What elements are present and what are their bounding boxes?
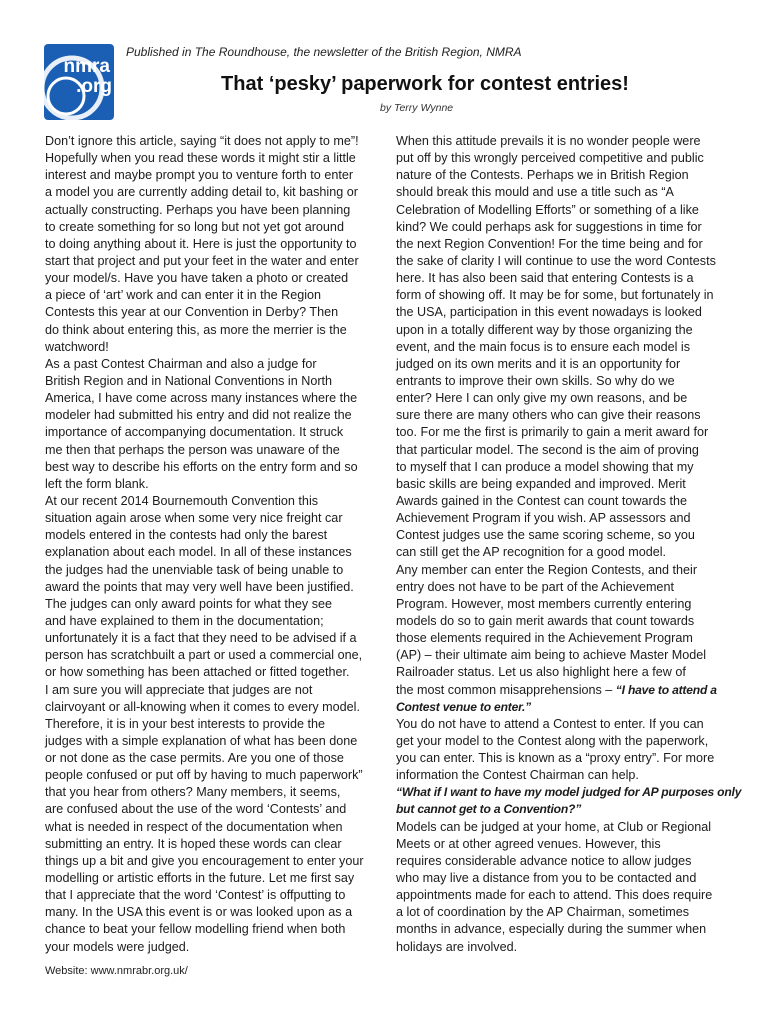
question-emphasis: but cannot get to a Convention?”: [396, 802, 582, 817]
text-line: modelling or artistic efforts in the future. Let me first say: [45, 871, 355, 886]
text-line: that you hear from others? Many members, it seems,: [45, 785, 341, 800]
text-line: award the points that may very well have been justified.: [45, 579, 354, 594]
text-line: are confused about the use of the word ‘Contests’ and: [45, 802, 347, 817]
text-line: You do not have to attend a Contest to enter. If you can: [396, 716, 704, 731]
text-line: Don’t ignore this article, saying “it does not apply to me”!: [45, 134, 359, 148]
text-line: or not done as the case permits. Are you one of those: [45, 751, 344, 766]
text-line: entry does not have to be part of the Achievement: [396, 579, 674, 594]
text-line: requires considerable advance notice to allow judges: [396, 853, 692, 868]
text-line: interest and maybe prompt you to venture forth to enter: [45, 168, 354, 183]
text-line: people confused or put off by having to much paperwork”: [45, 768, 363, 783]
text-line: upon in a totally different way by those organizing the: [396, 322, 693, 337]
text-line: event, and the main focus is to ensure each model is: [396, 339, 691, 354]
text-line: left the form blank.: [45, 476, 149, 491]
text-line: Contest judges use the same scoring scheme, so you: [396, 528, 695, 543]
logo-text-top: nmra: [63, 56, 110, 77]
text-line: judges with a simple explanation of what has been done: [45, 733, 358, 748]
text-line: unfortunately it is a fact that they need to be advised if a: [45, 631, 357, 646]
text-line: clairvoyant or all-knowing when it comes to every model.: [45, 699, 360, 714]
text-line: to doing anything about it. Here is just the opportunity to: [45, 236, 357, 251]
text-line: a piece of ‘art’ work and can enter it in the Region: [45, 288, 322, 303]
text-line: months in advance, especially during the summer when: [396, 922, 707, 937]
text-line: models entered in the contests had only the barest: [45, 528, 328, 543]
text-line: here. It has also been said that entering Contests is a: [396, 271, 694, 286]
text-line: that particular model. The second is the aim of proving: [396, 442, 699, 457]
text-line: explanation about each model. In all of these instances: [45, 545, 352, 560]
text-line: sure there are many others who can give their reasons: [396, 408, 701, 423]
text-line: the judges had the unenviable task of being unable to: [45, 562, 344, 577]
text-line: kind? We could perhaps ask for suggestions in time for: [396, 219, 702, 234]
text-line: I am sure you will appreciate that judges are not: [45, 682, 313, 697]
text-line: those elements required in the Achievement Program: [396, 631, 693, 646]
text-line: a model you are currently adding detail to, kit bashing or: [45, 185, 358, 200]
text-line: [396, 699, 736, 716]
text-line: information the Contest Chairman can help.: [396, 768, 639, 783]
text-line: can still get the AP recognition for a good model.: [396, 545, 667, 560]
question-emphasis: “I have to attend a: [615, 682, 717, 697]
text-line: As a past Contest Chairman and also a judge for: [45, 356, 317, 371]
text-line: actually constructing. Perhaps you have been planning: [45, 202, 351, 217]
text-line: judged on its own merits and it is an opportunity for: [396, 356, 681, 371]
text-line: (AP) – their ultimate aim being to achieve Master Model: [396, 648, 707, 663]
text-line: enter? Here I can only give my own reasons, and be: [396, 391, 688, 406]
text-line: who may live a distance from you to be contacted and: [396, 871, 697, 886]
text-line: the USA, participation in this event nowadays is looked: [396, 305, 702, 320]
text-line: the most common misapprehensions – “I have to attend a: [396, 682, 717, 697]
text-line: best way to describe his efforts on the entry form and so: [45, 459, 358, 474]
text-line: submitting an entry. It is hoped these words can clear: [45, 836, 342, 851]
text-line: or how something has been attached or fitted together.: [45, 665, 350, 680]
text-line: Any member can enter the Region Contests, and their: [396, 562, 698, 577]
text-line: [396, 784, 742, 801]
text-line: form of showing off. It may be for some, but fortunately in: [396, 288, 714, 303]
text-line: to create something for so long but not yet got around: [45, 219, 344, 234]
text-line: holidays are involved.: [396, 939, 518, 954]
text-line: Achievement Program if you wish. AP assessors and: [396, 511, 691, 526]
article-byline: by Terry Wynne: [380, 102, 454, 114]
nmra-logo-icon: [44, 44, 114, 120]
text-line: Awards gained in the Contest can count towards the: [396, 493, 688, 508]
website-footer: Website: www.nmrabr.org.uk/: [45, 965, 188, 977]
text-line: nature of the Contests. Perhaps we in British Region: [396, 168, 689, 183]
text-line: British Region and in National Conventions in North: [45, 373, 333, 388]
text-line: When this attitude prevails it is no wonder people were: [396, 134, 701, 148]
text-line: your models were judged.: [45, 939, 190, 954]
publication-note: Published in The Roundhouse, the newsletter of the British Region, NMRA: [126, 45, 522, 59]
article-title: That ‘pesky’ paperwork for contest entries!: [221, 73, 629, 95]
text-line: your model/s. Have you have taken a photo or created: [45, 271, 349, 286]
text-line: importance of accompanying documentation. It struck: [45, 425, 344, 440]
text-line: watchword!: [45, 339, 109, 354]
article-column-right: [396, 133, 742, 956]
text-line: start that project and put your feet in the water and enter: [45, 253, 359, 268]
text-line: and have explained to them in the documentation;: [45, 613, 324, 628]
text-line: Models can be judged at your home, at Club or Regional: [396, 819, 712, 834]
text-line: Program. However, most members currently entering: [396, 596, 692, 611]
text-line: should break this mould and use a title such as “A: [396, 185, 674, 200]
text-line: things up a bit and give you encouragement to enter your: [45, 853, 364, 868]
text-line: get your model to the Contest along with the paperwork,: [396, 733, 709, 748]
text-line: situation again arose when some very nice freight car: [45, 511, 343, 526]
text-line: that I appreciate that the word ‘Contest’ is offputting to: [45, 888, 346, 903]
text-line: Celebration of Modelling Efforts” or something of a like: [396, 202, 699, 217]
text-line: chance to beat your fellow modelling friend when both: [45, 922, 346, 937]
text-line: The judges can only award points for what they see: [45, 596, 333, 611]
text-line: basic skills are being expanded and improved. Merit: [396, 476, 686, 491]
logo-text-bottom: .org: [76, 76, 112, 97]
text-line: Contests this year at our Convention in Derby? Then: [45, 305, 339, 320]
text-line: a lot of coordination by the AP Chairman, sometimes: [396, 905, 690, 920]
text-line: you can enter. This is known as a “proxy entry”. For more: [396, 751, 715, 766]
text-line: what is needed in respect of the documentation when: [45, 819, 343, 834]
text-line: Hopefully when you read these words it might stir a little: [45, 151, 356, 166]
question-emphasis: Contest venue to enter.”: [396, 699, 531, 714]
text-line: Railroader status. Let us also highlight here a few of: [396, 665, 686, 680]
text-line: modeler had submitted his entry and did not realize the: [45, 408, 352, 423]
nmra-logo: [44, 44, 114, 120]
text-line: Meets or at other agreed venues. However, this: [396, 836, 661, 851]
text-line: [396, 801, 736, 818]
text-line: person has scratchbuilt a part or used a commercial one,: [45, 648, 363, 663]
text-line: entrants to improve their own skills. So why do we: [396, 373, 675, 388]
text-line: the next Region Convention! For the time being and for: [396, 236, 703, 251]
text-line: the sake of clarity I will continue to use the word Contests: [396, 253, 716, 268]
article-column-left: [45, 133, 385, 956]
text-line: do think about entering this, as more the merrier is the: [45, 322, 347, 337]
text-line: models do so to gain merit awards that count towards: [396, 613, 695, 628]
text-line: America, I have come across many instances where the: [45, 391, 358, 406]
text-line: Therefore, it is in your best interests to provide the: [45, 716, 325, 731]
text-line: At our recent 2014 Bournemouth Convention this: [45, 493, 319, 508]
text-line: me then that perhaps the person was unaware of the: [45, 442, 340, 457]
question-emphasis: “What if I want to have my model judged for AP purposes only: [396, 785, 742, 800]
text-line: to myself that I can produce a model showing that my: [396, 459, 694, 474]
text-line: put off by this wrongly perceived competitive and public: [396, 151, 704, 166]
text-line: too. For me the first is primarily to gain a merit award for: [396, 425, 709, 440]
text-line: appointments made for each to attend. This does require: [396, 888, 713, 903]
text-line: many. In the USA this event is or was looked upon as a: [45, 905, 353, 920]
